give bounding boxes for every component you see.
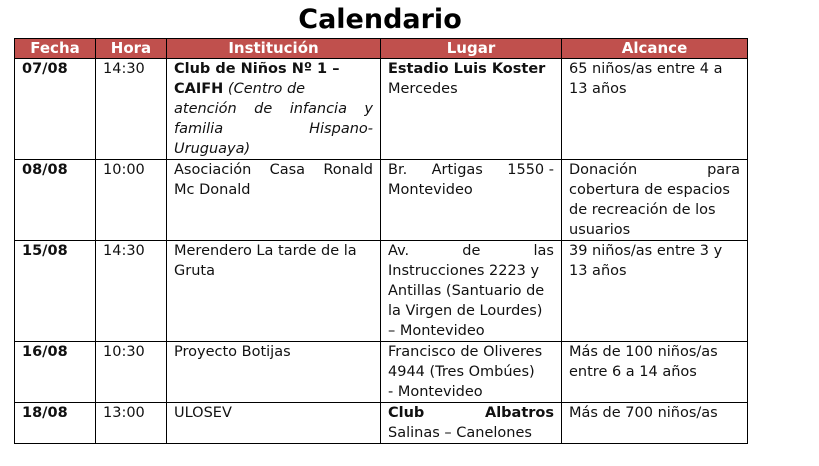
institucion-note: (Centro de bbox=[227, 81, 306, 97]
lugar-cell bbox=[381, 59, 562, 160]
page-title: Calendario bbox=[298, 4, 462, 35]
hora-cell: 14:30 bbox=[96, 59, 167, 160]
lugar-text: la Virgen de Lourdes) bbox=[388, 303, 543, 319]
alcance-text: 13 años bbox=[569, 81, 627, 97]
column-header-alcance: Alcance bbox=[562, 39, 748, 59]
lugar-text: Instrucciones 2223 y bbox=[388, 263, 540, 279]
lugar-text: 1550 - bbox=[507, 162, 554, 178]
lugar-name: Estadio Luis Koster bbox=[388, 61, 546, 77]
column-header-institucion: Institución bbox=[167, 39, 381, 59]
table-row bbox=[15, 403, 748, 444]
column-header-hora: Hora bbox=[96, 39, 167, 59]
institucion-text: Casa bbox=[269, 162, 306, 178]
alcance-text: usuarios bbox=[569, 222, 631, 238]
lugar-city: Mercedes bbox=[388, 81, 458, 97]
alcance-cell bbox=[562, 241, 748, 342]
column-header-fecha: Fecha bbox=[15, 39, 96, 59]
institucion-cell bbox=[167, 342, 381, 403]
institucion-note: infancia bbox=[289, 101, 347, 117]
institucion-text: ULOSEV bbox=[174, 405, 232, 421]
fecha-cell: 08/08 bbox=[15, 160, 96, 241]
institucion-text: Mc Donald bbox=[174, 182, 251, 198]
lugar-cell bbox=[381, 241, 562, 342]
alcance-cell bbox=[562, 160, 748, 241]
lugar-cell bbox=[381, 342, 562, 403]
lugar-text: 4944 (Tres Ombúes) bbox=[388, 364, 535, 380]
alcance-text: 39 niños/as entre 3 y bbox=[569, 243, 723, 259]
fecha-cell: 15/08 bbox=[15, 241, 96, 342]
institucion-note: familia bbox=[174, 121, 224, 137]
hora-cell: 13:00 bbox=[96, 403, 167, 444]
alcance-cell bbox=[562, 403, 748, 444]
hora-cell: 14:30 bbox=[96, 241, 167, 342]
lugar-text: – Montevideo bbox=[388, 323, 485, 339]
institucion-cell bbox=[167, 241, 381, 342]
institucion-cell bbox=[167, 403, 381, 444]
institucion-note: Hispano- bbox=[309, 121, 373, 137]
lugar-text: Av. bbox=[388, 243, 410, 259]
calendar-table bbox=[14, 38, 748, 444]
table-header-row bbox=[15, 39, 748, 59]
lugar-cell bbox=[381, 160, 562, 241]
fecha-cell: 18/08 bbox=[15, 403, 96, 444]
lugar-text: Antillas (Santuario de bbox=[388, 283, 545, 299]
lugar-text: Salinas – Canelones bbox=[388, 425, 532, 441]
institucion-cell bbox=[167, 160, 381, 241]
institucion-text: Proyecto Botijas bbox=[174, 344, 291, 360]
fecha-cell: 07/08 bbox=[15, 59, 96, 160]
lugar-text: Montevideo bbox=[388, 182, 473, 198]
institucion-text: Merendero La tarde de la bbox=[174, 243, 357, 259]
table-row bbox=[15, 342, 748, 403]
alcance-text: 13 años bbox=[569, 263, 627, 279]
lugar-name: Albatros bbox=[484, 405, 554, 421]
institucion-text: Asociación bbox=[174, 162, 252, 178]
alcance-text: para bbox=[707, 162, 740, 178]
table-row bbox=[15, 59, 748, 160]
column-header-lugar: Lugar bbox=[381, 39, 562, 59]
lugar-text: Francisco de Oliveres bbox=[388, 344, 543, 360]
alcance-text: cobertura de espacios bbox=[569, 182, 730, 198]
institucion-note: y bbox=[364, 101, 373, 117]
institucion-note: Uruguaya) bbox=[174, 141, 251, 157]
alcance-text: Más de 700 niños/as bbox=[569, 405, 718, 421]
institucion-text: Ronald bbox=[323, 162, 373, 178]
alcance-cell bbox=[562, 59, 748, 160]
institucion-note: atención bbox=[174, 101, 237, 117]
institucion-name: CAIFH bbox=[174, 81, 224, 97]
hora-cell: 10:30 bbox=[96, 342, 167, 403]
alcance-text: de recreación de los bbox=[569, 202, 716, 218]
lugar-cell bbox=[381, 403, 562, 444]
alcance-cell bbox=[562, 342, 748, 403]
institucion-note: de bbox=[254, 101, 273, 117]
alcance-text: Más de 100 niños/as bbox=[569, 344, 718, 360]
lugar-text: las bbox=[533, 243, 554, 259]
alcance-text: Donación bbox=[569, 162, 638, 178]
institucion-name: Club de Niños Nº 1 – bbox=[174, 61, 340, 77]
table-row bbox=[15, 241, 748, 342]
fecha-cell: 16/08 bbox=[15, 342, 96, 403]
hora-cell: 10:00 bbox=[96, 160, 167, 241]
lugar-name: Club bbox=[388, 405, 425, 421]
lugar-text: de bbox=[462, 243, 481, 259]
institucion-cell bbox=[167, 59, 381, 160]
lugar-text: - Montevideo bbox=[388, 384, 483, 400]
lugar-text: Artigas bbox=[431, 162, 483, 178]
lugar-text: Br. bbox=[388, 162, 408, 178]
table-row bbox=[15, 160, 748, 241]
alcance-text: 65 niños/as entre 4 a bbox=[569, 61, 723, 77]
institucion-text: Gruta bbox=[174, 263, 215, 279]
alcance-text: entre 6 a 14 años bbox=[569, 364, 697, 380]
